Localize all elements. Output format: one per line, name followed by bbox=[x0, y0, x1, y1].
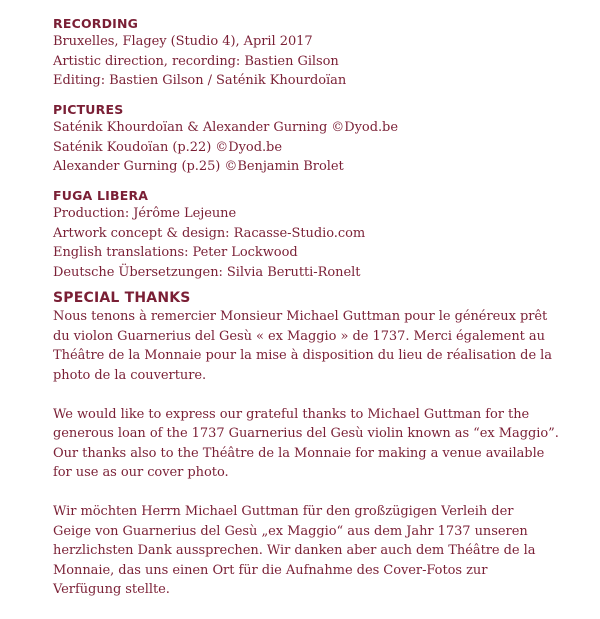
paragraph-line: Nous tenons à remercier Monsieur Michael Guttman pour le généreux prêt bbox=[53, 309, 548, 324]
paragraph-line: Geige von Guarnerius del Gesù „ex Maggio“ aus dem Jahr 1737 unseren bbox=[53, 523, 528, 539]
pictures-heading: PICTURES bbox=[53, 102, 124, 117]
recording-line: Bruxelles, Flagey (Studio 4), April 2017 bbox=[53, 34, 313, 49]
thanks-german-paragraph bbox=[53, 502, 570, 600]
recording-heading: RECORDING bbox=[53, 16, 139, 31]
label-line: Production: Jérôme Lejeune bbox=[53, 206, 237, 221]
pictures-section bbox=[53, 102, 570, 177]
recording-line: Editing: Bastien Gilson / Saténik Khourdoïan bbox=[53, 73, 347, 88]
label-line: Artwork concept & design: Racasse-Studio.com bbox=[53, 225, 366, 241]
paragraph-line: photo de la couverture. bbox=[53, 367, 207, 383]
thanks-section bbox=[53, 289, 570, 619]
recording-section bbox=[53, 16, 570, 91]
paragraph-line: Wir möchten Herrn Michael Guttman für den großzügigen Verleih der bbox=[53, 504, 514, 519]
thanks-french-paragraph bbox=[53, 307, 570, 385]
pictures-line: Alexander Gurning (p.25) ©Benjamin Brolet bbox=[53, 159, 344, 174]
paragraph-line: generous loan of the 1737 Guarnerius del Gesù violin known as “ex Maggio”. bbox=[53, 426, 559, 441]
label-line: Deutsche Übersetzungen: Silvia Berutti-Ronelt bbox=[53, 264, 361, 280]
paragraph-line: Monnaie, das uns einen Ort für die Aufnahme des Cover-Fotos zur bbox=[53, 562, 488, 578]
paragraph-line: du violon Guarnerius del Gesù « ex Maggio » de 1737. Merci également au bbox=[53, 328, 545, 344]
thanks-heading: SPECIAL THANKS bbox=[53, 290, 191, 306]
recording-line: Artistic direction, recording: Bastien Gilson bbox=[53, 53, 339, 69]
paragraph-line: Our thanks also to the Théâtre de la Monnaie for making a venue available bbox=[53, 445, 545, 461]
pictures-line: Saténik Khourdoïan & Alexander Gurning ©Dyod.be bbox=[53, 120, 398, 135]
paragraph-line: We would like to express our grateful thanks to Michael Guttman for the bbox=[53, 406, 530, 422]
label-line: English translations: Peter Lockwood bbox=[53, 245, 298, 260]
paragraph-line: Théâtre de la Monnaie pour la mise à disposition du lieu de réalisation de la bbox=[53, 348, 552, 363]
label-section bbox=[53, 188, 570, 282]
paragraph-line: Verfügung stellte. bbox=[53, 582, 170, 597]
paragraph-line: herzlichsten Dank aussprechen. Wir danken aber auch dem Théâtre de la bbox=[53, 543, 536, 558]
thanks-english-paragraph bbox=[53, 405, 570, 483]
pictures-line: Saténik Koudoïan (p.22) ©Dyod.be bbox=[53, 139, 282, 155]
label-heading: FUGA LIBERA bbox=[53, 188, 149, 203]
paragraph-line: for use as our cover photo. bbox=[53, 465, 229, 480]
